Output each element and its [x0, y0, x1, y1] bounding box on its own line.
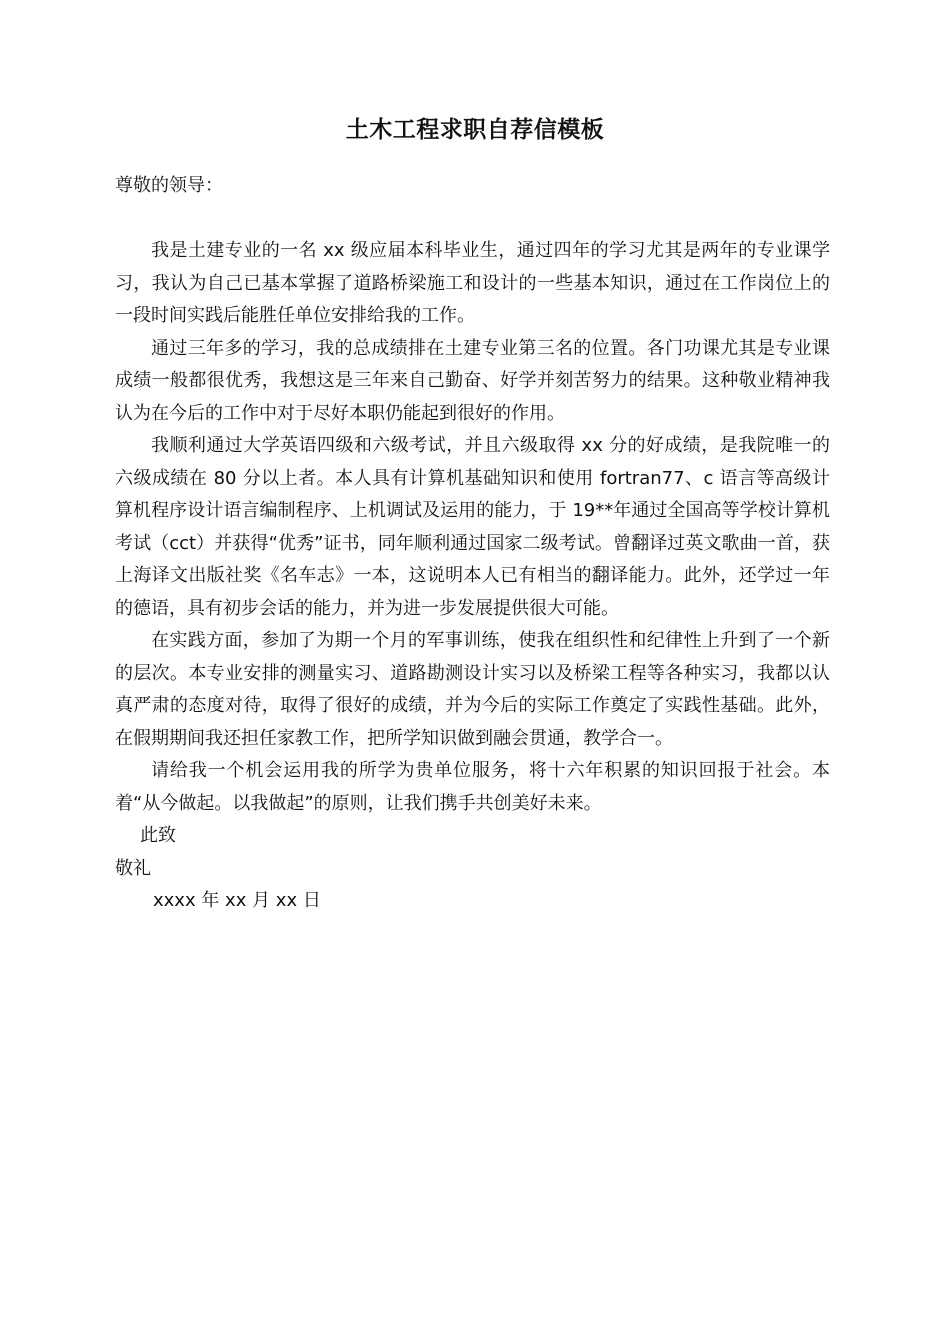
salutation: 尊敬的领导： — [115, 175, 223, 196]
closing-cizhi: 此致 — [140, 825, 176, 846]
paragraph-1: 我是土建专业的一名 xx 级应届本科毕业生，通过四年的学习尤其是两年的专业课学习，我认为自己已基本掌握了道路桥梁施工和设计的一些基本知识，通过在工作岗位上的一段时间实践后能胜任单位安排给我的工作。 — [115, 240, 830, 326]
letter-date: xxxx 年 xx 月 xx 日 — [153, 890, 321, 911]
blank-line — [115, 203, 830, 236]
paragraph-2: 通过三年多的学习，我的总成绩排在土建专业第三名的位置。各门功课尤其是专业课成绩一般都很优秀，我想这是三年来自己勤奋、好学并刻苦努力的结果。这种敬业精神我认为在今后的工作中对于尽好本职仍能起到很好的作用。 — [115, 337, 830, 424]
paragraph-3: 我顺利通过大学英语四级和六级考试，并且六级取得 xx 分的好成绩，是我院唯一的六级成绩在 80 分以上者。本人具有计算机基础知识和使用 fortran77、c 语言等高级计算机程序设计语言编制程序、上机调试及运用的能力，于 19**年通过全国高等学校计算机考试（cct）并获得“优秀”证书，同年顺利通过国家二级考试。曾翻译过英文歌曲一首，获上海译文出版社奖《名车志》一本，这说明本人已有相当的翻译能力。此外，还学过一年的德语，具有初步会话的能力，并为进一步发展提供很大可能。 — [115, 435, 830, 619]
letter-body — [115, 170, 830, 918]
paragraph-4: 在实践方面，参加了为期一个月的军事训练，使我在组织性和纪律性上升到了一个新的层次。本专业安排的测量实习、道路勘测设计实习以及桥梁工程等各种实习，我都以认真严肃的态度对待，取得了很好的成绩，并为今后的实际工作奠定了实践性基础。此外，在假期期间我还担任家教工作，把所学知识做到融会贯通，教学合一。 — [115, 630, 830, 749]
paragraph-5: 请给我一个机会运用我的所学为贵单位服务，将十六年积累的知识回报于社会。本着“从今做起。以我做起”的原则，让我们携手共创美好未来。 — [115, 760, 830, 814]
closing-jingli: 敬礼 — [115, 857, 151, 879]
document-title: 土木工程求职自荐信模板 — [345, 117, 605, 143]
